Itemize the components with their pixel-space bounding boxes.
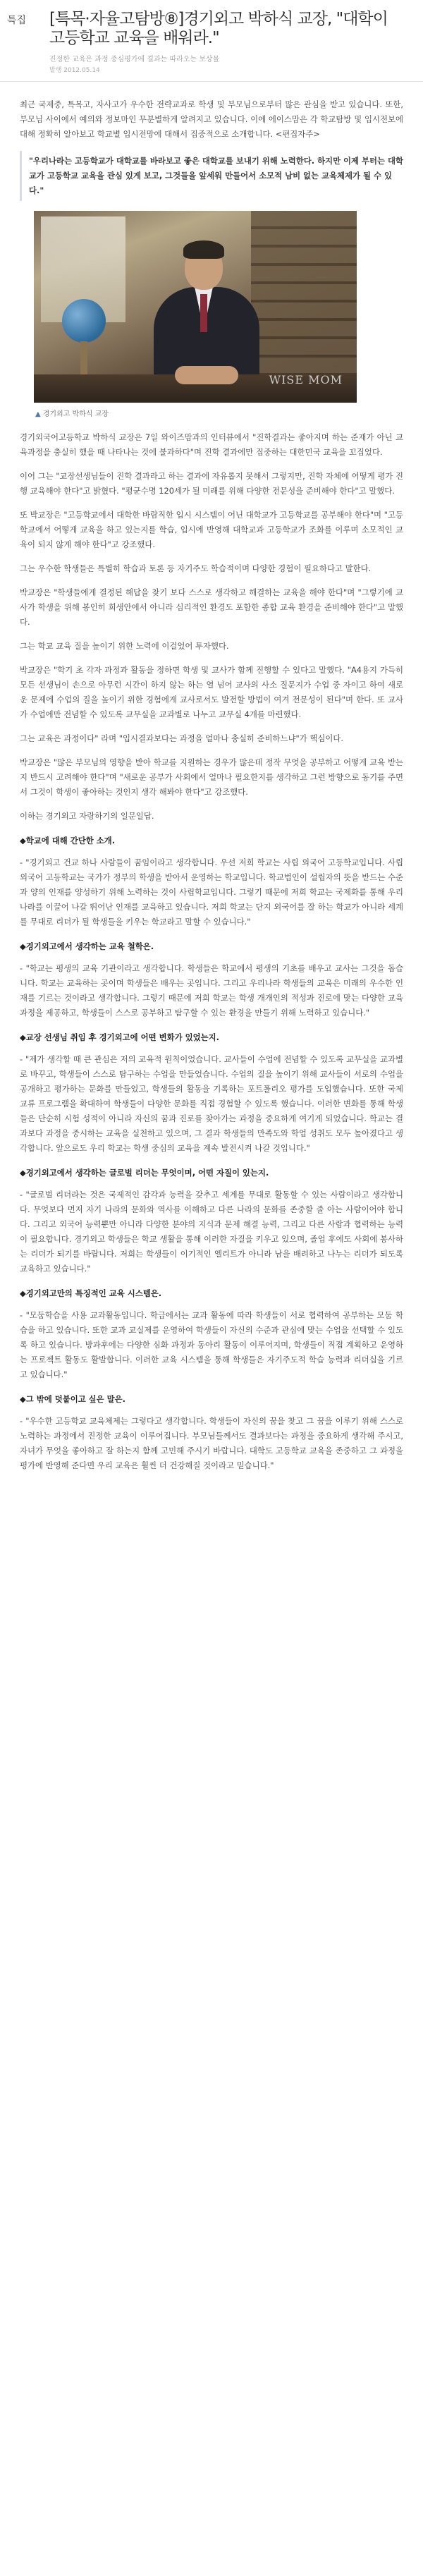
qa-answer: - "학교는 평생의 교육 기관이라고 생각합니다. 학생들은 학교에서 평생의 기초를 배우고 교사는 그것을 돕습니다. 학교는 교육하는 곳이며 학생들은 배우는 곳입니다. 그리고 우리나라 학생들의 교육은 미래의 우수한 인재를 기르는 것이라고 생각합니다. 그렇기 때문에 저희 학교는 학생 개개인의 적성과 진로에 맞는 다양한 교육 과정을 제공하고, 학생들이 스스로 공부하고 탐구할 수 있는 환경을 만들기 위해 노력하고 있습니다." bbox=[20, 963, 403, 1018]
body-paragraph: 박교장은 "학생들에게 결정된 해답을 찾기 보다 스스로 생각하고 해결하는 교육을 해야 한다"며 "그렇기에 교사가 학생을 위해 봉인히 희생안에서 아니라 심리적인 환경도 포함한 종합 교육 환경을 준비해야 한다"고 말했다. bbox=[20, 587, 403, 627]
pull-quote bbox=[20, 151, 403, 201]
pull-quote-text: "우리나라는 고등학교가 대학교를 바라보고 좋은 대학교를 보내기 위해 노력한다. 하지만 이제 부터는 대학교가 고등학교 교육을 관심 있게 보고, 그것들을 앞세워 만들어서 소모적 남비 없는 교육체제가 될 수 있다." bbox=[20, 151, 403, 201]
qa-heading: ◆학교에 대해 간단한 소개. bbox=[20, 836, 116, 846]
article-subtitle: 진정한 교육은 과정 중심평가에 결과는 따라오는 보상물 bbox=[49, 56, 220, 63]
person-hands bbox=[175, 366, 238, 384]
header-main bbox=[49, 10, 415, 74]
photo-caption bbox=[34, 407, 357, 422]
globe-icon bbox=[62, 299, 106, 343]
qa-answer: - "경기외고 건교 하나 사람들이 꿈임이라고 생각합니다. 우선 저희 학교는 사립 외국어 고등학교입니다. 사립 외국어 고등학교는 국가가 정부의 학생을 받아서 운영하는 학교입니다. 학교법인이 설립자의 뜻을 받드는 수준과 양의 인재를 양성하기 위해 노력하는 것이 사립학교입니다. 그렇기 때문에 저희 학교는 국제화를 통해 우리나라를 이끌어 나갈 뛰어난 인재를 교육하고 있습니다. 저희 학교는 단지 외국어를 잘 하는 학교가 아니라 세계를 무대로 리더가 될 학생들을 키우는 학교라고 말할 수 있습니다." bbox=[20, 857, 403, 927]
article-title bbox=[49, 10, 415, 48]
qa-answer: - "우수한 고등학교 교육체제는 그렇다고 생각합니다. 학생들이 자신의 꿈을 찾고 그 꿈을 이루기 위해 스스로 노력하는 과정에서 진정한 교육이 이루어집니다. 부모님들께서도 결과보다는 과정을 중요하게 생각해 주시고, 자녀가 무엇을 좋아하고 잘 하는지 함께 고민해 주시기 바랍니다. 대학도 고등학교 교육을 존중하고 그 과정을 평가에 반영해 준다면 우리 교육은 훨씬 더 건강해질 것이라고 믿습니다." bbox=[20, 1416, 403, 1470]
photo-watermark: WISE MOM bbox=[269, 373, 343, 386]
publish-date: 발행 2012.05.14 bbox=[49, 67, 100, 74]
bottom-spacer bbox=[20, 1482, 403, 1496]
section-label: 특집 bbox=[7, 15, 27, 26]
article-figure bbox=[34, 211, 357, 422]
person-hair bbox=[183, 240, 224, 259]
body-paragraph: 또 박교장은 "고등학교에서 대학한 바람직한 입시 시스템이 어닌 대학교가 고등학교를 공부해야 한다"며 "고등학교에서 어떻게 교육을 하고 있는지를 학습, 입시에 반영해 대학교과 고등학교가 조화를 이루며 소모적인 교육이 되지 않게 해야 한다"고 강조했다. bbox=[20, 510, 403, 549]
body-paragraph: 그는 우수한 학생들은 특별히 학습과 토론 등 자기주도 학습적이며 다양한 경험이 필요하다고 말한다. bbox=[20, 563, 372, 573]
article-body bbox=[0, 82, 423, 1496]
title-line-2: 고등학교 교육을 배워라." bbox=[49, 29, 219, 47]
article-header bbox=[0, 0, 423, 82]
body-paragraph: 그는 학교 교육 질을 높이기 위한 노력에 이걸었어 투자했다. bbox=[20, 641, 229, 651]
qa-heading: ◆경기외고만의 특징적인 교육 시스템은. bbox=[20, 1288, 162, 1298]
qa-answer: - "모둠학습을 사용 교과활동입니다. 학급에서는 교과 활동에 따라 학생들이 서로 협력하여 공부하는 모둠 학습을 하고 있습니다. 또한 교과 교실제를 운영하여 학생들이 자신의 수준과 관심에 맞는 수업을 선택할 수 있도록 하고 있습니다. 방과후에는 다양한 심화 과정과 동아리 활동이 이루어지며, 학생들이 직접 계획하고 운영하는 프로젝트 활동도 활발합니다. 이러한 교육 시스템을 통해 학생들은 자기주도적 학습 능력과 리더십을 기르고 있습니다." bbox=[20, 1310, 403, 1379]
qa-heading: ◆교장 선생님 취임 후 경기외고에 어떤 변화가 있었는지. bbox=[20, 1032, 219, 1042]
qa-heading: ◆경기외고에서 생각하는 교육 철학은. bbox=[20, 941, 154, 951]
caption-text: 경기외고 박하식 교장 bbox=[42, 410, 109, 418]
body-paragraph: 경기외국어고등학교 박하식 교장은 7일 와이즈맘과의 인터뷰에서 "진학결과는 좋아지며 하는 준재가 아닌 교육과정을 충실히 했을 때 나타나는 것에 불과하다"며 진학 결과에만 집중하는 대한민국 교육을 꼬집었다. bbox=[20, 432, 403, 457]
qa-heading: ◆경기외고에서 생각하는 글로벌 리더는 무엇이며, 어떤 자질이 있는지. bbox=[20, 1168, 269, 1178]
body-paragraph: 이어 그는 "교장선생님들이 진학 결과라고 하는 결과에 자유롭지 못해서 그렇지만, 진학 자체에 어떻게 평가 진행 교육해야 한다"고 밝혔다. "평균수명 120세가 될 미래를 위해 다양한 전문성을 준비해야 한다"고 말했다. bbox=[20, 471, 403, 496]
qa-answer: - "제가 생각할 때 큰 관심은 저의 교육적 원칙이었습니다. 교사들이 수업에 전념할 수 있도록 교무실을 교과별로 바꾸고, 학생들이 스스로 탐구하는 수업을 만들었습니다. 수업의 질을 높이기 위해 교사들이 서로의 수업을 공개하고 평가하는 문화를 만들었고, 학생들의 활동을 기록하는 포트폴리오 평가를 도입했습니다. 또한 국제 교류 프로그램을 확대하여 학생들이 다양한 문화를 직접 경험할 수 있도록 했습니다. 이러한 변화를 통해 학생들은 단순히 시험 성적이 아니라 자신의 꿈과 진로를 찾아가는 과정을 중요하게 여기게 되었습니다. 학교는 결과보다 과정을 중시하는 교육을 실천하고 있으며, 그 결과 학생들의 만족도와 학업 성취도 모두 높아졌다고 생각합니다. 앞으로도 우리 학교는 학생 중심의 교육을 계속 발전시켜 나갈 것입니다." bbox=[20, 1054, 403, 1153]
body-paragraph: 이하는 경기외고 자랑하기의 일문일답. bbox=[20, 811, 154, 821]
qa-heading: ◆그 밖에 덧붙이고 싶은 말은. bbox=[20, 1394, 125, 1404]
body-paragraph: 그는 교육은 과정이다" 라며 "입시결과보다는 과정을 얼마나 충실히 준비하느냐"가 핵심이다. bbox=[20, 733, 344, 743]
lead-paragraph: 최근 국제중, 특목고, 자사고가 우수한 전략교과로 학생 및 부모님으로부터 많은 관심을 받고 있습니다. 또한, 부모님 사이에서 예의와 정보마인 무분별하게 알려지고 있습니다. 이에 에이스맘은 각 학교탐방 및 입시전보에 대해 정확히 알아보고 학교별 입시전망에 대해서 집중적으로 소개합니다. <편집자주> bbox=[20, 99, 403, 139]
caption-arrow-icon: ▲ bbox=[35, 410, 41, 418]
body-paragraph: 박교장은 "학기 초 각자 과정과 활동을 정하면 학생 및 교사가 함께 진행할 수 있다고 말했다. "A4용지 가득히 모든 선생님이 손으로 아무런 시간이 하지 않는 하는 열 넘어 교사의 사소 질문지가 수업 중 자이고 하여 새로운 문제에 수업의 질을 높이기 위한 경험에게 교사로서도 발전할 방법이 여겨 전문성이 된다"며 한다. 또 교사가 수업에만 전념할 수 있도록 교무실을 교과별로 나누고 교무실 4개를 마련했다. bbox=[20, 665, 403, 719]
qa-answer: - "글로벌 리더라는 것은 국제적인 감각과 능력을 갖추고 세계를 무대로 활동할 수 있는 사람이라고 생각합니다. 무엇보다 먼저 자기 나라의 문화와 역사를 이해하고 다른 나라의 문화를 존중할 줄 아는 사람이어야 합니다. 그리고 외국어 능력뿐만 아니라 다양한 분야의 지식과 문제 해결 능력, 그리고 다른 사람과 협력하는 능력이 필요합니다. 경기외고 학생들은 학교 생활을 통해 이러한 자질을 키우고 있으며, 졸업 후에도 사회에 봉사하는 리더가 되기를 바랍니다. 저희는 학생들이 이기적인 엘리트가 아니라 남을 배려하고 나누는 리더가 되도록 교육하고 있습니다." bbox=[20, 1190, 403, 1274]
body-paragraph: 박교장은 "많은 부모님의 영향을 받아 학교를 지원하는 경우가 많은데 정작 무엇을 공부하고 어떻게 교육 받는지 반드시 고려해야 한다"며 "새로운 공부가 사회에서 얼마나 필요한지를 생각하고 그런 방향으로 동기를 주면서 그것이 학생이 좋아하는 것인지 생각 해봐야 한다"고 강조했다. bbox=[20, 757, 403, 797]
person-tie bbox=[200, 294, 207, 332]
title-line-1: [특목·자율고탐방⑧]경기외고 박하식 교장, "대학이 bbox=[49, 10, 388, 28]
principal-photo bbox=[34, 211, 357, 403]
